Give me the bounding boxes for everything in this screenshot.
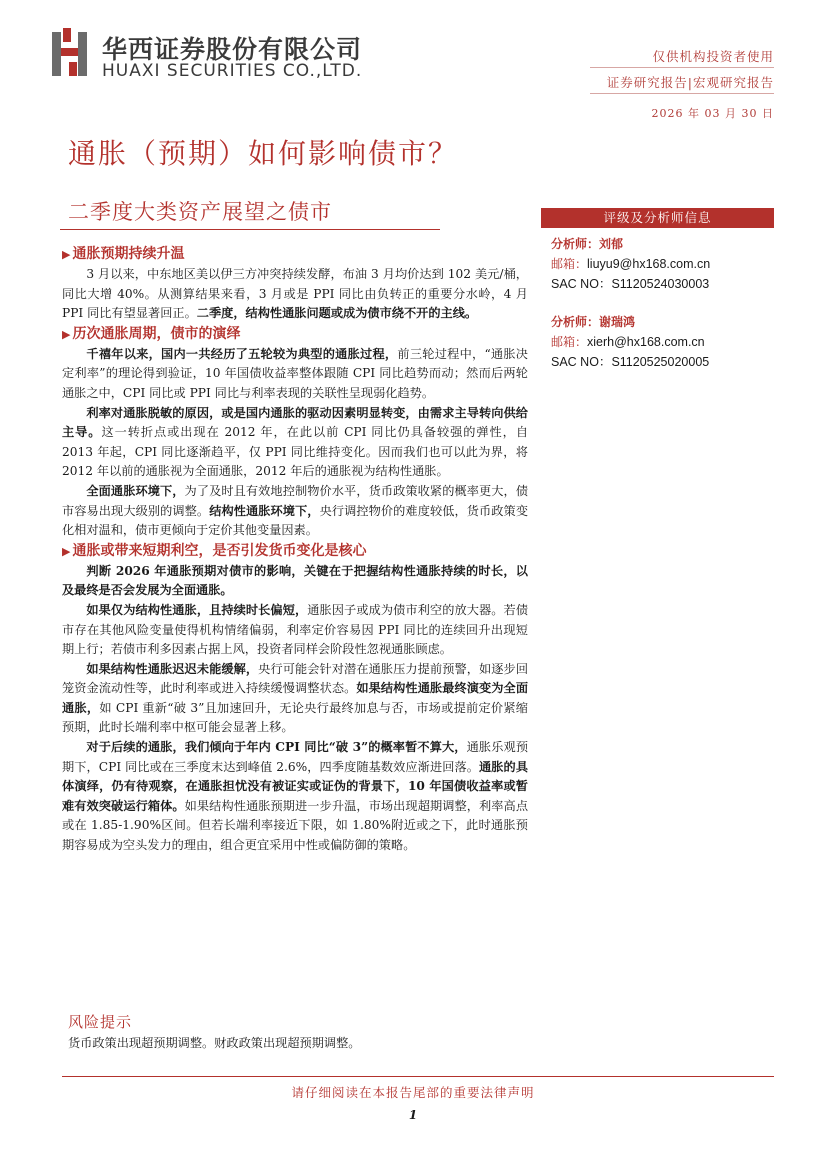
triangle-bullet-icon: ▶ bbox=[62, 544, 71, 558]
subtitle-divider bbox=[60, 229, 440, 230]
analyst-sac: S1120524030003 bbox=[611, 277, 710, 291]
analyst-email[interactable]: xierh@hx168.com.cn bbox=[587, 335, 705, 349]
email-label: 邮箱： bbox=[551, 335, 588, 349]
body-text: 前三轮过程中，“通胀决定利率”的理论得到验证，10 年国债收益率整体跟随 CPI 同比趋势而动；然而后两轮通胀之中，CPI 同比或 PPI 同比与利率表现的关联性呈现弱化趋势。 bbox=[62, 346, 528, 400]
emphasis-text: 结构性通胀环境下， bbox=[209, 503, 320, 518]
body-paragraph bbox=[62, 404, 528, 482]
emphasis-text: 如果结构性通胀最终演变为全面通胀， bbox=[62, 681, 529, 715]
company-logo bbox=[52, 28, 392, 84]
emphasis-text: 对于后续的通胀，我们倾向于年内 CPI 同比“破 3”的概率暂不算大， bbox=[86, 740, 467, 755]
emphasis-text: 利率对通胀脱敏的原因，或是国内通胀的驱动因素明显转变，由需求主导转向供给主导。 bbox=[62, 405, 528, 440]
emphasis-text: 全面通胀环境下， bbox=[86, 483, 185, 498]
analyst-name: 分析师：谢瑞鸿 bbox=[551, 315, 636, 329]
sac-label: SAC NO： bbox=[551, 277, 612, 291]
emphasis-text: 通胀的具体演绎，仍有待观察，在通胀担忧没有被证实或证伪的背景下，10 年国债收益率或暂难有效突破运行箱体。 bbox=[62, 759, 529, 813]
report-body bbox=[62, 244, 528, 856]
section-heading bbox=[62, 324, 528, 345]
page-number: 1 bbox=[408, 1108, 418, 1122]
section-heading-text: 通胀预期持续升温 bbox=[72, 246, 185, 262]
analyst-sac: S1120525020005 bbox=[611, 355, 710, 369]
header-divider bbox=[590, 67, 774, 68]
section-heading-text: 通胀或带来短期利空，是否引发货币变化是核心 bbox=[72, 542, 367, 559]
report-type: 证券研究报告|宏观研究报告 bbox=[606, 75, 774, 90]
analyst-card bbox=[551, 234, 710, 294]
analyst-card bbox=[551, 312, 709, 372]
header-divider bbox=[590, 93, 774, 94]
report-date: 2026 年 03 月 30 日 bbox=[651, 107, 774, 120]
emphasis-text: 千禧年以来，国内一共经历了五轮较为典型的通胀过程， bbox=[86, 346, 398, 361]
page-subtitle: 二季度大类资产展望之债市 bbox=[68, 200, 332, 224]
triangle-bullet-icon: ▶ bbox=[62, 248, 71, 261]
audience-note: 仅供机构投资者使用 bbox=[652, 49, 774, 64]
body-text: 如果结构性通胀预期进一步升温，市场出现超期调整，利率高点或在 1.85-1.90%区间。但若长端利率接近下限，如 1.80%附近或之下，此时通胀预期容易成为空头发力的理由，组合更宜采用中性或偏防御的策略。 bbox=[62, 798, 529, 853]
body-paragraph bbox=[62, 738, 528, 856]
emphasis-text: 如果仅为结构性通胀，且持续时长偏短， bbox=[86, 602, 308, 617]
company-name-cn: 华西证券股份有限公司 bbox=[102, 35, 363, 64]
body-text: 通胀因子或成为债市利空的放大器。若债市存在其他风险变量使得机构情绪偏弱，利率定价容易因 PPI 同比的连续回升出现短期上行；若债市利多因素占据上风，投资者同样会阶段性忽视通胀顾虑。 bbox=[62, 602, 529, 657]
body-text: 通胀乐观预期下，CPI 同比或在三季度末达到峰值 2.6%，四季度随基数效应渐进回落。 bbox=[62, 740, 529, 774]
body-paragraph bbox=[62, 601, 528, 660]
analyst-email[interactable]: liuyu9@hx168.com.cn bbox=[587, 257, 711, 271]
emphasis-text: 二季度，结构性通胀问题或成为债市绕不开的主线。 bbox=[196, 306, 478, 321]
body-text: 这一转折点或出现在 2012 年，在此以前 CPI 同比仍具备较强的弹性，自 2013 年起，CPI 同比逐渐趋平，仅 PPI 同比维持变化。因而我们也可以此为界，将 2012 年以前的通胀视为全面通胀，2012 年后的通胀视为结构性通胀。 bbox=[62, 425, 529, 479]
body-paragraph bbox=[62, 482, 528, 541]
huaxi-logo-icon bbox=[52, 28, 92, 78]
body-text: 为了及时且有效地控制物价水平，货币政策收紧的概率更大，债市容易出现大级别的调整。 bbox=[62, 483, 529, 518]
company-name-en: HUAXI SECURITIES CO.,LTD. bbox=[102, 61, 363, 81]
page-title: 通胀（预期）如何影响债市？ bbox=[68, 137, 459, 170]
analyst-name: 分析师：刘郁 bbox=[551, 237, 624, 251]
section-heading bbox=[62, 541, 528, 562]
body-paragraph bbox=[62, 660, 528, 738]
body-text: 如 CPI 重新“破 3”且加速回升，无论央行最终加息与否，市场或提前定价紧缩预期，此时长端利率中枢可能会显著上移。 bbox=[62, 700, 528, 735]
risk-text: 货币政策出现超预期调整。财政政策出现超预期调整。 bbox=[68, 1036, 361, 1050]
emphasis-text: 如果结构性通胀迟迟未能缓解， bbox=[86, 661, 259, 676]
body-text: 3 月以来，中东地区美以伊三方冲突持续发酵，布油 3 月均价达到 102 美元/桶，同比大增 40%。从测算结果来看，3 月或是 PPI 同比由负转正的重要分水岭，4 月 PPI 同比有望显著回正。 bbox=[62, 267, 528, 321]
email-label: 邮箱： bbox=[551, 257, 588, 271]
body-text: 央行调控物价的难度较低，货币政策变化相对温和，债市更倾向于定价其他变量因素。 bbox=[62, 503, 529, 538]
section-heading bbox=[62, 244, 528, 265]
body-text: 央行可能会针对潜在通胀压力提前预警，如逐步回笼资金流动性等，此时利率或进入持续缓慢调整状态。 bbox=[62, 661, 529, 696]
analyst-info-header: 评级及分析师信息 bbox=[541, 208, 774, 228]
body-paragraph bbox=[62, 562, 528, 601]
footer-divider bbox=[62, 1076, 774, 1077]
risk-title: 风险提示 bbox=[68, 1013, 133, 1031]
body-paragraph bbox=[62, 265, 528, 324]
triangle-bullet-icon: ▶ bbox=[62, 327, 71, 341]
section-heading-text: 历次通胀周期，债市的演绎 bbox=[72, 325, 241, 342]
legal-statement[interactable]: 请仔细阅读在本报告尾部的重要法律声明 bbox=[291, 1085, 535, 1100]
body-paragraph bbox=[62, 345, 528, 404]
sac-label: SAC NO： bbox=[551, 355, 612, 369]
emphasis-text: 判断 2026 年通胀预期对债市的影响，关键在于把握结构性通胀持续的时长，以及最终是否会发展为全面通胀。 bbox=[62, 563, 528, 598]
